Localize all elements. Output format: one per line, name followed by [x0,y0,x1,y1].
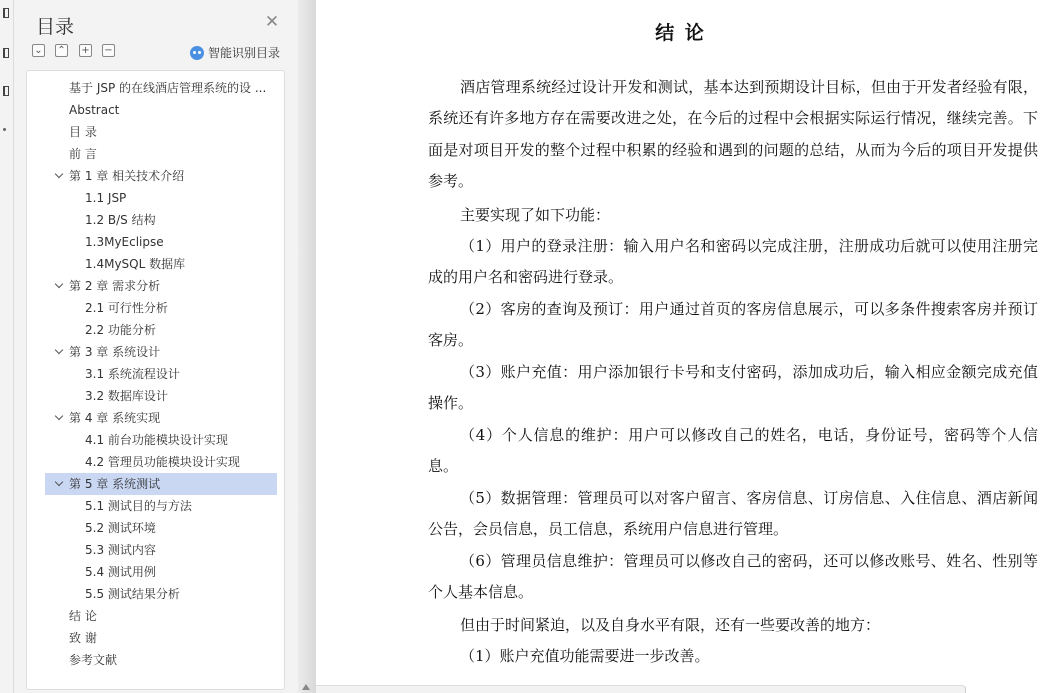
close-icon[interactable]: ✕ [264,12,280,32]
toc-item[interactable] [27,627,284,649]
paragraph: 酒店管理系统经过设计开发和测试，基本达到预期设计目标，但由于开发者经验有限，系统还有许多地方存在需要改进之处，在今后的过程中会根据实际运行情况，继续完善。下面是对项目开发的整个过程中积累的经验和遇到的问题的总结，从而为今后的项目开发提供参考。 [428,78,1038,191]
toc-item-label: 5.3 测试内容 [85,543,156,557]
paragraph: 主要实现了如下功能： [460,206,611,224]
toc-item-label: Abstract [69,103,120,117]
toc-item[interactable] [27,231,284,253]
toc-item[interactable] [27,77,284,99]
panel-splitter[interactable] [298,0,316,693]
document-page [316,0,1045,693]
toc-item-label: 5.4 测试用例 [85,565,156,579]
toc-item-label: 结 论 [69,609,97,623]
toc-item[interactable] [27,253,284,275]
toc-item[interactable] [27,209,284,231]
toc-item[interactable] [27,385,284,407]
toc-item[interactable] [27,517,284,539]
toc-item-label: 第 5 章 系统测试 [69,477,161,491]
paragraph: （1）账户充值功能需要进一步改善。 [460,647,710,665]
toc-item[interactable] [27,319,284,341]
ai-recognize-toc-button[interactable] [190,44,280,61]
toc-item-label: 1.2 B/S 结构 [85,213,156,227]
toc-item-label: 5.2 测试环境 [85,521,156,535]
paragraph: （4）个人信息的维护：用户可以修改自己的姓名，电话，身份证号，密码等个人信息。 [428,426,1038,476]
toc-item-label: 1.4MySQL 数据库 [85,257,186,271]
toc-item-label: 2.1 可行性分析 [85,301,168,315]
toc-item[interactable] [27,187,284,209]
toc-item[interactable] [27,407,284,429]
ai-robot-icon [190,46,204,60]
toc-item[interactable] [45,473,277,495]
toc-item-label: 5.5 测试结果分析 [85,587,180,601]
ai-recognize-label: 智能识别目录 [208,46,281,60]
chevron-down-icon[interactable] [55,473,65,495]
toc-item-label: 1.1 JSP [85,191,127,205]
thumbnail-icon[interactable] [3,48,9,58]
remove-heading-icon[interactable]: − [102,44,115,57]
expand-all-icon[interactable]: ⌄ [32,44,45,57]
paragraph: （2）客房的查询及预订：用户通过首页的客房信息展示，可以多条件搜索客房并预订客房。 [428,300,1038,350]
toc-item[interactable] [27,583,284,605]
toc-item[interactable] [27,429,284,451]
bookmark-icon[interactable] [3,86,9,96]
toc-item-label: 参考文献 [69,653,118,667]
toc-item-label: 3.2 数据库设计 [85,389,168,403]
toc-item[interactable] [27,605,284,627]
collapse-all-icon[interactable]: ⌃ [55,44,68,57]
paragraph: （6）管理员信息维护：管理员可以修改自己的密码，还可以修改账号、姓名、性别等个人基本信息。 [428,552,1038,602]
toc-item-label: 1.3MyEclipse [85,235,164,249]
chevron-down-icon[interactable] [55,165,65,187]
toc-panel [14,0,298,693]
toc-item[interactable] [27,121,284,143]
toc-item[interactable] [27,165,284,187]
toc-item-label: 3.1 系统流程设计 [85,367,180,381]
toc-item[interactable] [27,297,284,319]
toc-item[interactable] [27,143,284,165]
horizontal-scrollbar[interactable] [316,685,966,693]
section-heading: 结 论 [655,22,706,44]
chevron-down-icon[interactable] [55,407,65,429]
toc-item-label: 第 3 章 系统设计 [69,345,161,359]
chevron-down-icon[interactable] [55,341,65,363]
toc-title: 目录 [36,16,75,38]
left-icon-strip [0,0,14,693]
toc-item-label: 目 录 [69,125,97,139]
outline-icon[interactable] [3,8,9,18]
toc-item-label: 4.1 前台功能模块设计实现 [85,433,228,447]
paragraph: （1）用户的登录注册：输入用户名和密码以完成注册，注册成功后就可以使用注册完成的用户名和密码进行登录。 [428,237,1038,287]
toc-item-label: 致 谢 [69,631,97,645]
toc-item-label: 第 1 章 相关技术介绍 [69,169,185,183]
add-heading-icon[interactable]: + [79,44,92,57]
toc-item-label: 第 2 章 需求分析 [69,279,161,293]
toc-item-label: 基于 JSP 的在线酒店管理系统的设 ... [69,81,267,95]
toc-item-label: 第 4 章 系统实现 [69,411,161,425]
toc-item[interactable] [27,539,284,561]
paragraph: （5）数据管理：管理员可以对客户留言、客房信息、订房信息、入住信息、酒店新闻公告，会员信息，员工信息，系统用户信息进行管理。 [428,489,1038,539]
toc-item-label: 前 言 [69,147,97,161]
paragraph: （3）账户充值：用户添加银行卡号和支付密码，添加成功后，输入相应金额完成充值操作。 [428,363,1038,413]
toc-item-label: 5.1 测试目的与方法 [85,499,192,513]
toc-item[interactable] [27,561,284,583]
scroll-left-icon[interactable] [302,684,310,690]
toc-item[interactable] [27,363,284,385]
toc-item-label: 2.2 功能分析 [85,323,156,337]
toc-item[interactable] [27,649,284,671]
more-icon[interactable] [3,128,6,131]
toc-tree [26,70,285,690]
paragraph: 但由于时间紧迫，以及自身水平有限，还有一些要改善的地方： [460,616,881,634]
toc-item-label: 4.2 管理员功能模块设计实现 [85,455,240,469]
toc-item[interactable] [27,341,284,363]
chevron-down-icon[interactable] [55,275,65,297]
toc-item[interactable] [27,275,284,297]
toc-item[interactable] [27,451,284,473]
toc-item[interactable] [27,99,284,121]
toc-item[interactable] [27,495,284,517]
